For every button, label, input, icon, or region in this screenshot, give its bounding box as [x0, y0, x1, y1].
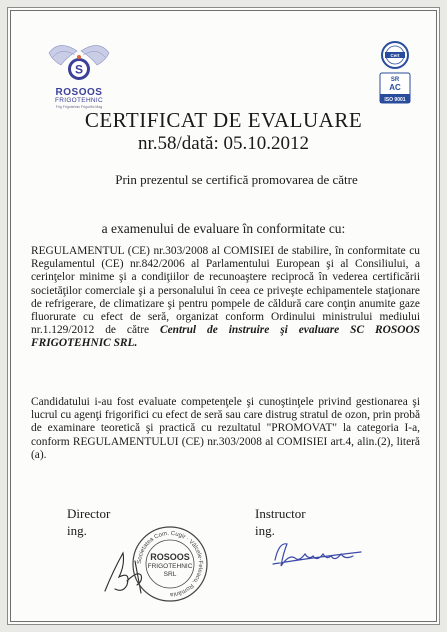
regulation-paragraph	[31, 245, 420, 351]
director-prefix: ing.	[67, 523, 87, 538]
logo-subname: FRIGOTEHNIC	[54, 97, 104, 104]
svg-text:ISO 9001: ISO 9001	[384, 97, 406, 103]
svg-text:Cert: Cert	[390, 53, 400, 58]
certificate-page	[10, 10, 437, 622]
svg-text:AC: AC	[389, 83, 401, 92]
svg-text:SR: SR	[390, 77, 400, 83]
certificate-lead: a examenului de evaluare în conformitate cu:	[101, 221, 346, 236]
certificate-intro: Prin prezentul se certifică promovarea de către	[115, 172, 358, 187]
rosoos-logo	[39, 35, 131, 107]
logo-tagline: Frig Frigotehnic Frigorific Mag	[55, 105, 103, 109]
director-title: Director	[67, 506, 111, 521]
logo-name: ROSOOS	[55, 87, 103, 98]
company-stamp-icon	[131, 525, 209, 603]
svg-text:ROSOOS: ROSOOS	[150, 552, 190, 562]
svg-text:SRL: SRL	[163, 571, 177, 578]
svg-text:FRIGOTEHNIC: FRIGOTEHNIC	[147, 563, 193, 570]
certificate-number-date: nr.58/dată: 05.10.2012	[138, 133, 309, 154]
snowflake-wings-logo-icon	[39, 35, 119, 89]
instructor-prefix: ing.	[255, 523, 275, 538]
evaluation-paragraph: Candidatului i-au fost evaluate competenţele şi cunoştinţele privind gestionarea şi lucrul cu agenţi frigorifici cu efect de seră sau care distrug stratul de ozon, prin probă de examinare teoretică şi practică cu rezultatul "PROMOVAT" la categoria I-a, conform REGULAMENTULUI (CE) nr.303/2008 al COMISIEI art.4, alin.(2), literă (a).	[31, 396, 420, 461]
svg-text:S: S	[74, 62, 84, 77]
certification-badges	[375, 41, 415, 105]
svg-text:Societatea Com. Cugir · Vâlcel: Societatea Com. Cugir · Vâlcele-Feleacu, România	[136, 530, 204, 598]
cert-badge-iso-icon	[380, 73, 410, 103]
cert-badge-top-icon	[382, 42, 408, 68]
instructor-title: Instructor	[255, 506, 306, 521]
regulation-text: REGULAMENTUL (CE) nr.303/2008 al COMISIEI de stabilire, în conformitate cu Regulamentul (CE) nr.842/2006 al Parlamentului European şi al Consiliului, a cerinţelor minime şi a condiţiilor de recunoaştere reciprocă în vederea certificării societăţilor comerciale şi a personalului în ceea ce priveşte echipamentele staţionare de refrigerare, de climatizare şi pentru pompele de căldură care conţin anumite gaze fluorurate cu efect de seră, organizat conform Ordinului ministrului mediului nr.1.129/2012 de către	[31, 245, 420, 337]
certificate-title: CERTIFICAT DE EVALUARE	[84, 108, 363, 132]
instructor-signature-icon	[269, 536, 367, 572]
training-center-name: Centrul de instruire şi evaluare SC ROSOOS FRIGOTEHNIC SRL.	[31, 324, 420, 350]
